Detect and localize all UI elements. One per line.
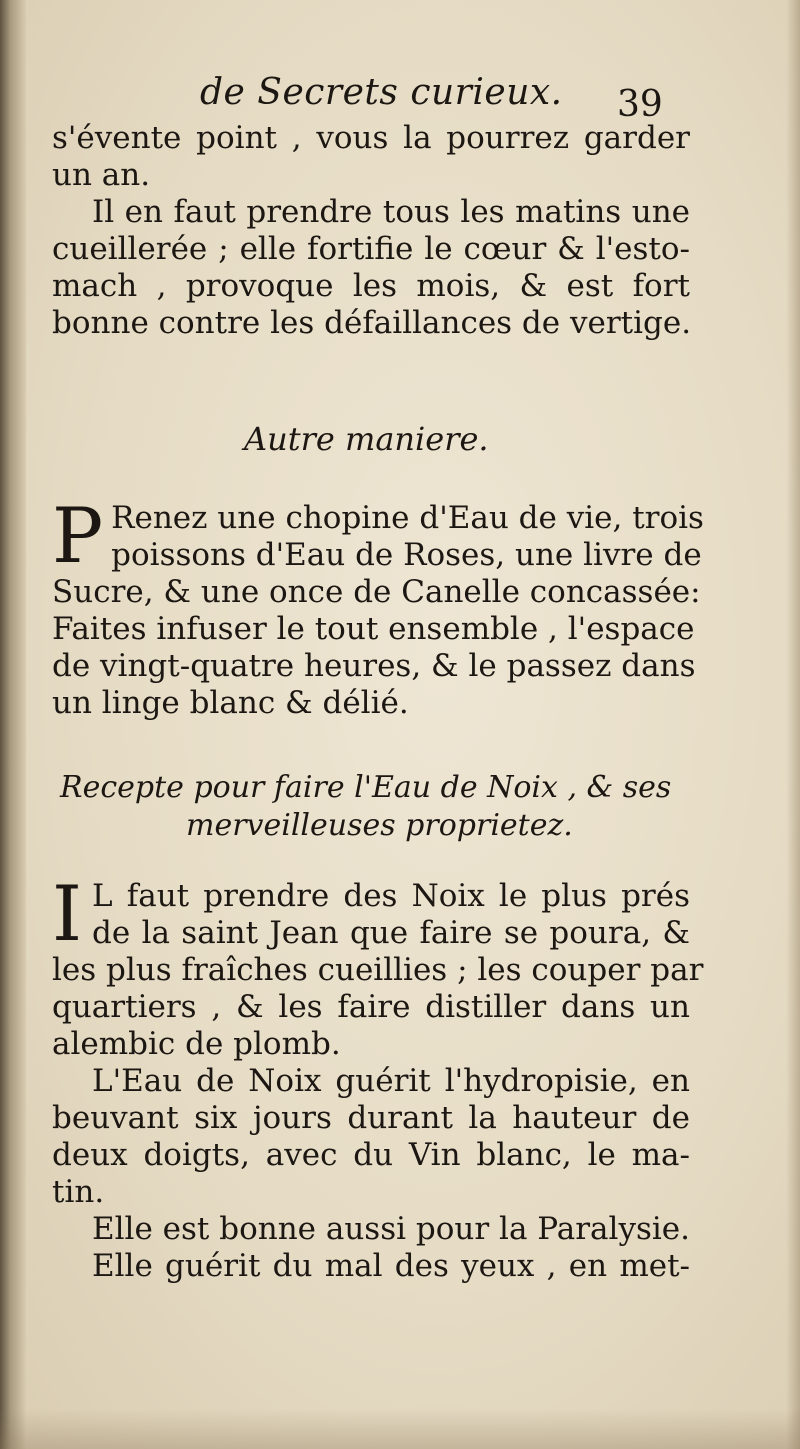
paragraph-eau-de-noix bbox=[52, 869, 704, 1285]
drop-cap: I bbox=[52, 869, 83, 958]
text-line: deux doigts, avec du Vin blanc, le ma- bbox=[52, 1137, 690, 1173]
paragraph-recipe bbox=[52, 491, 704, 722]
recipe-heading-line2: merveilleuses proprietez. bbox=[186, 808, 573, 843]
text-line: cueillerée ; elle fortifie le cœur & l'esto- bbox=[52, 231, 690, 267]
text-line: beuvant six jours durant la hauteur de bbox=[52, 1100, 690, 1136]
binding-shadow bbox=[0, 0, 26, 1449]
text-line: Renez une chopine d'Eau de vie, trois bbox=[111, 500, 704, 536]
page-number: 39 bbox=[617, 84, 663, 125]
text-line: Elle est bonne aussi pour la Paralysie. bbox=[92, 1211, 690, 1247]
section-heading: Autre maniere. bbox=[244, 420, 489, 458]
page-bottom-shadow bbox=[0, 1409, 800, 1449]
text-line: Faites infuser le tout ensemble , l'espace bbox=[52, 611, 695, 647]
text-line: un linge blanc & délié. bbox=[52, 685, 409, 721]
text-line: Il en faut prendre tous les matins une bbox=[92, 194, 690, 230]
page-edge-shadow bbox=[786, 0, 800, 1449]
text-line: alembic de plomb. bbox=[52, 1026, 341, 1062]
text-line: bonne contre les défaillances de vertige. bbox=[52, 305, 692, 341]
text-line: Elle guérit du mal des yeux , en met- bbox=[92, 1248, 690, 1284]
text-line: tin. bbox=[52, 1174, 105, 1210]
text-line: Sucre, & une once de Canelle concassée: bbox=[52, 574, 701, 610]
text-line: L faut prendre des Noix le plus prés bbox=[92, 878, 690, 914]
text-line: L'Eau de Noix guérit l'hydropisie, en bbox=[92, 1063, 690, 1099]
text-line: de vingt-quatre heures, & le passez dans bbox=[52, 648, 696, 684]
drop-cap: P bbox=[52, 491, 104, 580]
paragraph-continuation bbox=[52, 120, 690, 342]
text-line: de la saint Jean que faire se poura, & bbox=[92, 915, 690, 951]
running-head: de Secrets curieux. bbox=[200, 72, 563, 113]
text-line: s'évente point , vous la pourrez garder bbox=[52, 120, 690, 156]
text-line: mach , provoque les mois, & est fort bbox=[52, 268, 690, 304]
text-line: les plus fraîches cueillies ; les couper par bbox=[52, 952, 704, 988]
text-line: quartiers , & les faire distiller dans un bbox=[52, 989, 690, 1025]
text-line: un an. bbox=[52, 157, 151, 193]
text-line: poissons d'Eau de Roses, une livre de bbox=[111, 537, 702, 573]
recipe-heading-line1: Recepte pour faire l'Eau de Noix , & ses bbox=[60, 770, 672, 805]
